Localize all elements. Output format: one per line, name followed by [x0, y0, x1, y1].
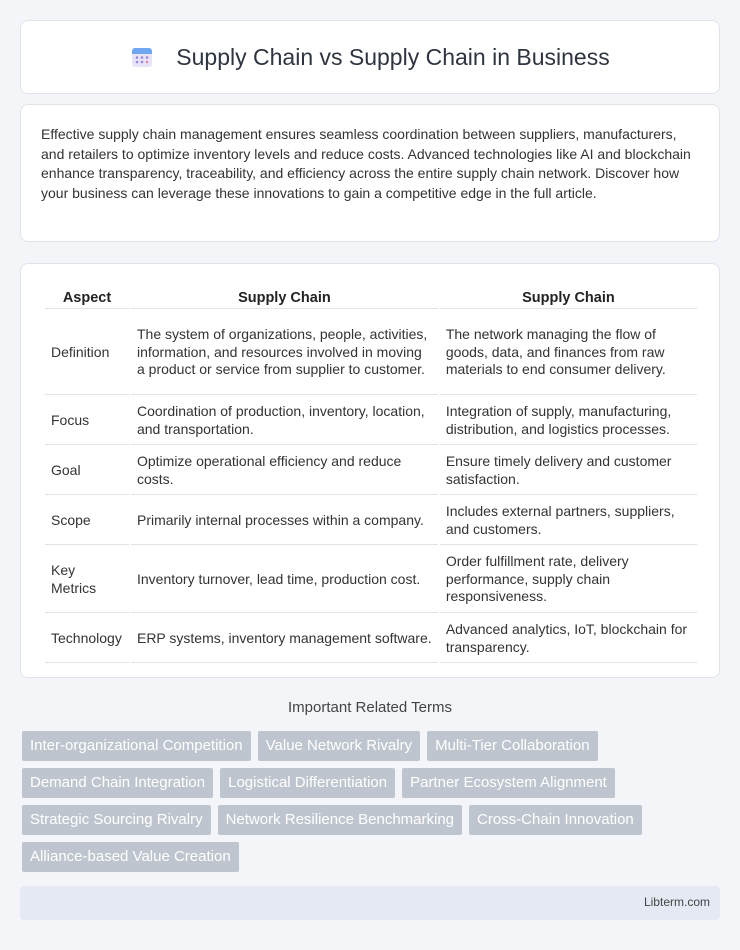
row-col1: ERP systems, inventory management software.	[131, 615, 438, 663]
row-col2: Ensure timely delivery and customer satisfaction.	[440, 447, 697, 495]
comparison-table-card	[20, 263, 720, 678]
row-col1: Coordination of production, inventory, location, and transportation.	[131, 397, 438, 445]
related-term-tag[interactable]: Logistical Differentiation	[220, 768, 395, 798]
table-row	[45, 547, 697, 613]
related-term-tag[interactable]: Inter-organizational Competition	[22, 731, 251, 761]
intro-card	[20, 104, 720, 242]
header-col1: Supply Chain	[131, 286, 438, 309]
row-aspect: Key Metrics	[45, 547, 129, 613]
row-col1: The system of organizations, people, activities, information, and resources involved in moving a product or service from supplier to customer.	[131, 311, 438, 395]
row-col1: Primarily internal processes within a company.	[131, 497, 438, 545]
row-col2: Order fulfillment rate, delivery performance, supply chain responsiveness.	[440, 547, 697, 613]
comparison-table	[43, 284, 699, 665]
row-aspect: Definition	[45, 311, 129, 395]
page-title: Supply Chain vs Supply Chain in Business	[176, 43, 610, 70]
related-term-tag[interactable]: Alliance-based Value Creation	[22, 842, 239, 872]
related-term-tag[interactable]: Demand Chain Integration	[22, 768, 213, 798]
row-aspect: Goal	[45, 447, 129, 495]
calendar-icon	[130, 45, 154, 69]
related-term-tag[interactable]: Value Network Rivalry	[258, 731, 420, 761]
related-term-tag[interactable]: Strategic Sourcing Rivalry	[22, 805, 211, 835]
table-row	[45, 447, 697, 495]
row-aspect: Technology	[45, 615, 129, 663]
related-term-tag[interactable]: Cross-Chain Innovation	[469, 805, 642, 835]
row-col2: Advanced analytics, IoT, blockchain for transparency.	[440, 615, 697, 663]
table-header-row	[45, 286, 697, 309]
row-col2: Integration of supply, manufacturing, distribution, and logistics processes.	[440, 397, 697, 445]
table-row	[45, 497, 697, 545]
related-terms-list	[22, 731, 722, 872]
related-term-tag[interactable]: Multi-Tier Collaboration	[427, 731, 598, 761]
footer-site-link[interactable]: Libterm.com	[643, 895, 710, 909]
row-aspect: Focus	[45, 397, 129, 445]
header-aspect: Aspect	[45, 286, 129, 309]
footer	[20, 886, 720, 920]
row-col2: The network managing the flow of goods, data, and finances from raw materials to end consumer delivery.	[440, 311, 697, 395]
header-col2: Supply Chain	[440, 286, 697, 309]
header-card	[20, 20, 720, 94]
table-row	[45, 615, 697, 663]
table-row	[45, 311, 697, 395]
row-col1: Optimize operational efficiency and reduce costs.	[131, 447, 438, 495]
related-term-tag[interactable]: Partner Ecosystem Alignment	[402, 768, 615, 798]
table-row	[45, 397, 697, 445]
related-terms-title: Important Related Terms	[288, 699, 452, 716]
row-aspect: Scope	[45, 497, 129, 545]
row-col1: Inventory turnover, lead time, production cost.	[131, 547, 438, 613]
intro-text: Effective supply chain management ensures seamless coordination between suppliers, manufacturers, and retailers to optimize inventory levels and reduce costs. Advanced technologies like AI and blockchain enhance transparency, traceability, and efficiency across the entire supply chain network. Discover how your business can leverage these innovations to gain a competitive edge in the full article.	[41, 126, 691, 201]
related-term-tag[interactable]: Network Resilience Benchmarking	[218, 805, 462, 835]
row-col2: Includes external partners, suppliers, and customers.	[440, 497, 697, 545]
